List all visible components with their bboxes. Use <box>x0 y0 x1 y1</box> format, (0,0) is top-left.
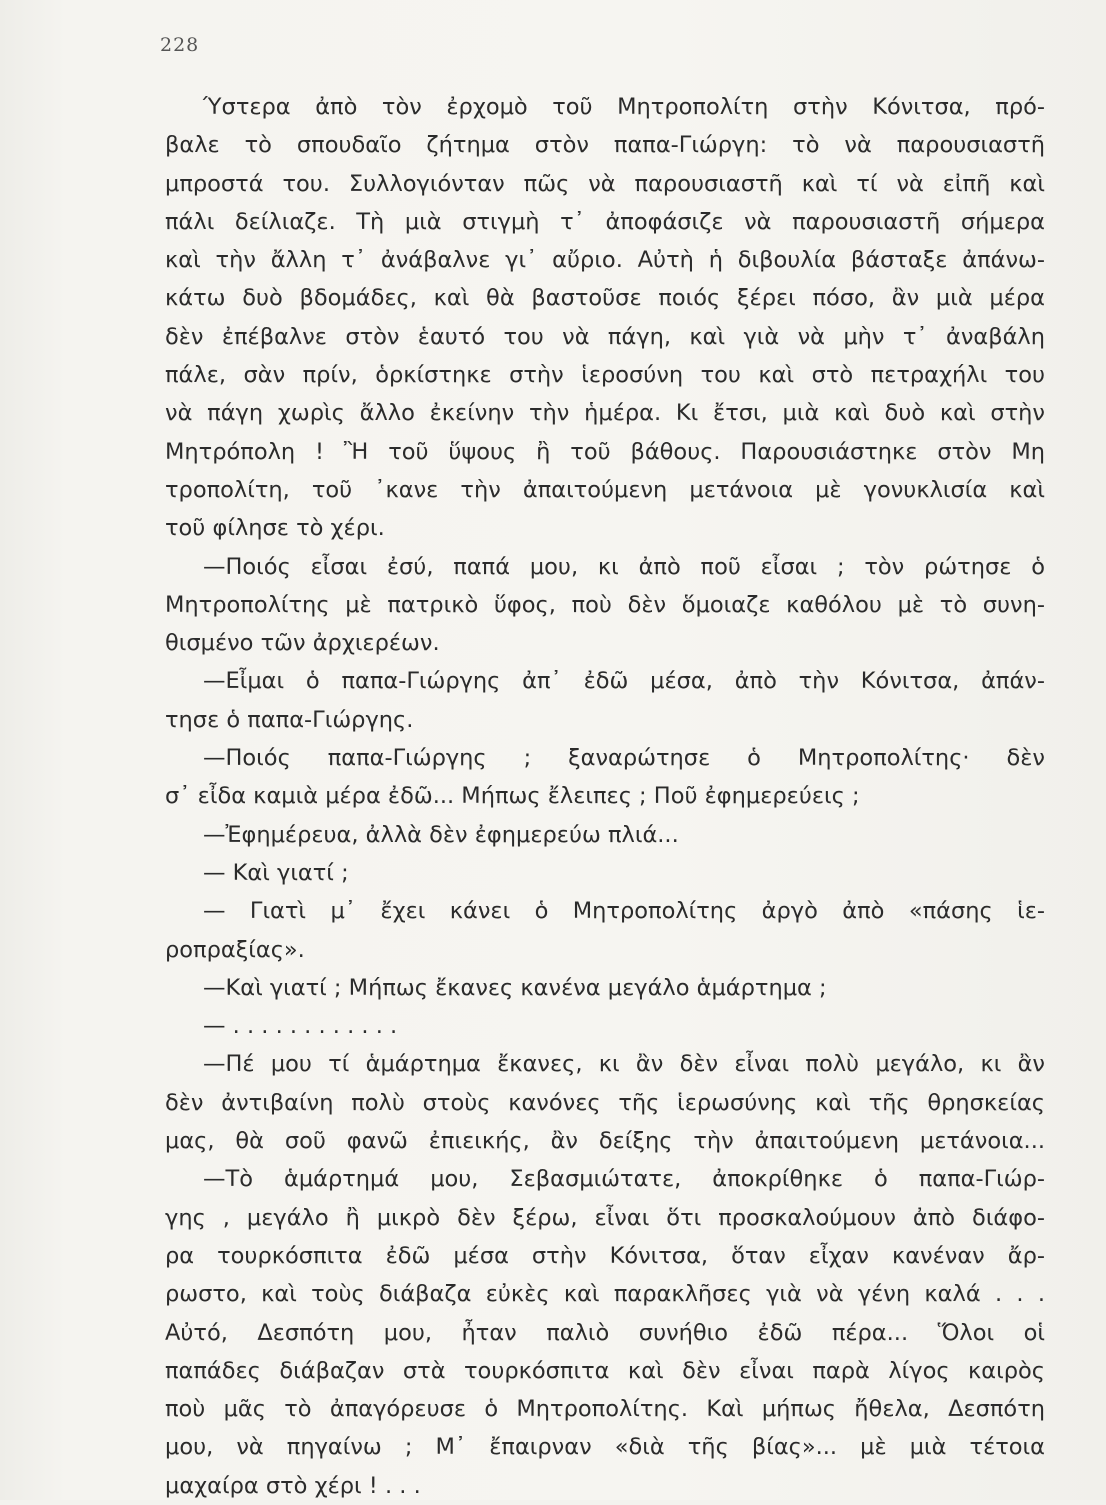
text-line: μπροστά του. Συλλογιόνταν πῶς νὰ παρουσιαστῆ καὶ τί νὰ εἰπῆ καὶ <box>165 170 1045 197</box>
text-line: κάτω δυὸ βδομάδες, καὶ θὰ βαστοῦσε ποιός ξέρει πόσο, ἂν μιὰ μέρα <box>165 285 1045 312</box>
text-line: —Τὸ ἁμάρτημά μου, Σεβασμιώτατε, ἀποκρίθηκε ὁ παπα-Γιώρ- <box>203 1166 1045 1193</box>
text-line: καὶ τὴν ἄλλη τ᾽ ἀνάβαλνε γι᾽ αὔριο. Αὐτὴ ἡ διβουλία βάσταξε ἀπάνω- <box>165 247 1045 274</box>
text-line: ροπραξίας». <box>165 936 305 963</box>
text-line: μαχαίρα στὸ χέρι ! . . . <box>165 1472 421 1499</box>
text-line: πάλι δείλιαζε. Τὴ μιὰ στιγμὴ τ᾽ ἀποφάσιζε νὰ παρουσιαστῆ σήμερα <box>165 208 1045 235</box>
text-line: Ύστερα ἀπὸ τὸν ἐρχομὸ τοῦ Μητροπολίτη στὴν Κόνιτσα, πρό- <box>203 94 1045 120</box>
text-line: τησε ὁ παπα-Γιώργης. <box>165 706 414 733</box>
text-line: τοῦ φίλησε τὸ χέρι. <box>165 515 385 542</box>
text-line: — Καὶ γιατί ; <box>203 859 349 886</box>
text-line: ποὺ μᾶς τὸ ἀπαγόρευσε ὁ Μητροπολίτης. Καὶ μήπως ἤθελα, Δεσπότη <box>165 1396 1045 1423</box>
text-line: —Ἐφημέρευα, ἀλλὰ δὲν ἐφημερεύω πλιά... <box>203 821 679 848</box>
body-text <box>165 88 1045 1505</box>
text-line: δὲν ἀντιβαίνη πολὺ στοὺς κανόνες τῆς ἱερωσύνης καὶ τῆς θρησκείας <box>165 1089 1045 1116</box>
text-line: μου, νὰ πηγαίνω ; Μ᾽ ἔπαιρναν «διὰ τῆς βίας»... μὲ μιὰ τέτοια <box>165 1434 1045 1461</box>
text-line: — Γιατὶ μ᾽ ἔχει κάνει ὁ Μητροπολίτης ἀργὸ ἀπὸ «πάσης ἱε- <box>203 898 1045 925</box>
text-line: πάλε, σὰν πρίν, ὁρκίστηκε στὴν ἱεροσύνη του καὶ στὸ πετραχήλι του <box>165 362 1045 389</box>
text-line: Αὐτό, Δεσπότη μου, ἦταν παλιὸ συνήθιο ἐδῶ πέρα... Ὅλοι οἱ <box>165 1319 1045 1346</box>
text-line: —Πέ μου τί ἁμάρτημα ἔκανες, κι ἂν δὲν εἶναι πολὺ μεγάλο, κι ἂν <box>203 1051 1045 1078</box>
text-line: —Εἶμαι ὁ παπα-Γιώργης ἀπ᾽ ἐδῶ μέσα, ἀπὸ τὴν Κόνιτσα, ἀπάν- <box>203 668 1045 695</box>
text-line: τροπολίτη, τοῦ ᾽κανε τὴν ἀπαιτούμενη μετάνοια μὲ γονυκλισία καὶ <box>165 476 1045 503</box>
text-line: σ᾽ εἶδα καμιὰ μέρα ἐδῶ... Μήπως ἔλειπες ; Ποῦ ἐφημερεύεις ; <box>165 783 860 810</box>
text-line: δὲν ἐπέβαλνε στὸν ἑαυτό του νὰ πάγη, καὶ γιὰ νὰ μὴν τ᾽ ἀναβάλη <box>165 323 1045 350</box>
text-line: —Ποιός παπα-Γιώργης ; ξαναρώτησε ὁ Μητροπολίτης· δὲν <box>203 745 1045 772</box>
text-line: Μητροπολίτης μὲ πατρικὸ ὕφος, ποὺ δὲν ὅμοιαζε καθόλου μὲ τὸ συνη- <box>165 591 1045 618</box>
text-line: ρα τουρκόσπιτα ἐδῶ μέσα στὴν Κόνιτσα, ὅταν εἶχαν κανέναν ἄρ- <box>165 1242 1045 1269</box>
text-line: θισμένο τῶν ἀρχιερέων. <box>165 630 440 657</box>
text-line: μας, θὰ σοῦ φανῶ ἐπιεικής, ἂν δείξης τὴν ἀπαιτούμενη μετάνοια... <box>165 1128 1045 1155</box>
text-line: νὰ πάγη χωρὶς ἄλλο ἐκείνην τὴν ἡμέρα. Κι ἔτσι, μιὰ καὶ δυὸ καὶ στὴν <box>165 400 1045 427</box>
text-line: ρωστο, καὶ τοὺς διάβαζα εὐκὲς καὶ παρακλῆσες γιὰ νὰ γένη καλά . . . <box>165 1281 1045 1308</box>
text-line: παπάδες διάβαζαν στὰ τουρκόσπιτα καὶ δὲν εἶναι παρὰ λίγος καιρὸς <box>165 1357 1045 1384</box>
text-line: βαλε τὸ σπουδαῖο ζήτημα στὸν παπα-Γιώργη: τὸ νὰ παρουσιαστῆ <box>165 132 1045 159</box>
text-line: γης , μεγάλο ἢ μικρὸ δὲν ξέρω, εἶναι ὅτι προσκαλούμουν ἀπὸ διάφο- <box>165 1204 1045 1231</box>
text-line: —Ποιός εἶσαι ἐσύ, παπά μου, κι ἀπὸ ποῦ εἶσαι ; τὸν ρώτησε ὁ <box>203 553 1045 580</box>
text-line: —Καὶ γιατί ; Μήπως ἔκανες κανένα μεγάλο ἁμάρτημα ; <box>203 974 827 1001</box>
text-line: — . . . . . . . . . . . . <box>203 1013 398 1040</box>
text-line: Μητρόπολη ! Ἢ τοῦ ὕψους ἢ τοῦ βάθους. Παρουσιάστηκε στὸν Μη <box>165 438 1045 465</box>
page-number: 228 <box>160 34 200 56</box>
